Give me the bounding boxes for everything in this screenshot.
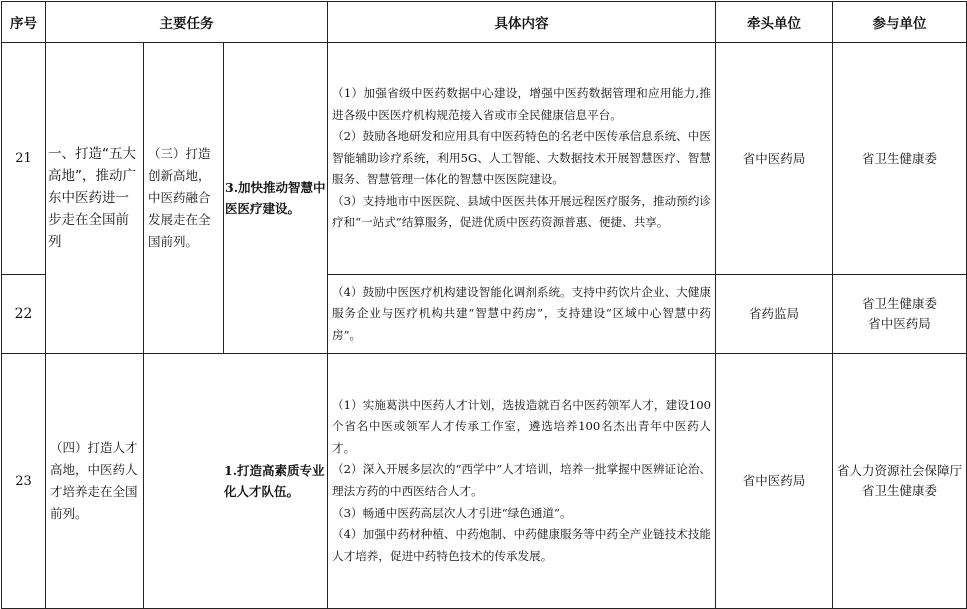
participate-unit-cell [833,275,967,354]
lead-unit-cell: 省中医药局 [716,354,833,609]
content-cell [328,354,716,609]
row-number: 22 [2,275,46,354]
subtask-cell: （四）打造人才高地，中医药人才培养走在全国前列。 [46,354,144,609]
content-item: （4）加强中药材种植、中药炮制、中药健康服务等中药全产业链技术技能人才培养，促进中药特色技术的传承发展。 [332,527,712,563]
subtask-cell: （三）打造创新高地，中医药融合发展走在全国前列。 [144,43,224,354]
participate-unit-cell [833,43,967,275]
participate-unit: 省人力资源社会保障厅 [837,463,963,478]
header-no: 序号 [2,2,46,43]
content-item: （1）加强省级中医药数据中心建设，增强中医药数据管理和应用能力,推进各级中医医疗机构规范接入省或市全民健康信息平台。 [332,85,712,122]
content-cell [328,43,716,275]
task-cell: 1.打造高素质专业化人才队伍。 [144,354,328,609]
table-row [2,43,967,275]
participate-unit-cell [833,354,967,609]
participate-unit: 省卫生健康委 [862,296,938,311]
content-item: （2）鼓励各地研发和应用具有中医药特色的名老中医传承信息系统、中医智能辅助诊疗系统，利用5G、人工智能、大数据技术开展智慧医疗、智慧服务、智慧管理一体化的智慧中医医院建设。 [332,129,712,187]
row-number: 23 [2,354,46,609]
task-table [1,1,967,609]
participate-unit: 省中医药局 [868,316,931,331]
participate-unit: 省卫生健康委 [862,483,938,498]
header-lead: 牵头单位 [716,2,833,43]
content-item: （4）鼓励中医医疗机构建设智能化调剂系统。支持中药饮片企业、大健康服务企业与医疗机构共建“智慧中药房”，支持建设“区域中心智慧中药房”。 [332,284,712,342]
participate-unit: 省卫生健康委 [862,150,938,166]
header-row [2,2,967,43]
lead-unit-cell: 省药监局 [716,275,833,354]
task-cell: 3.加快推动智慧中医医疗建设。 [224,43,328,354]
content-item: （1）实施葛洪中医药人才计划，选拔造就百名中医药领军人才，建设100个省名中医或领军人才传承工作室，遴选培养100名杰出青年中医药人才。 [332,397,712,455]
table-row [2,354,967,609]
header-task: 主要任务 [46,2,328,43]
content-item: （2）深入开展多层次的“西学中”人才培训，培养一批掌握中医辨证论治、理法方药的中西医结合人才。 [332,462,712,498]
header-participate: 参与单位 [833,2,967,43]
header-content: 具体内容 [328,2,716,43]
content-item: （3）支持地市中医医院、县域中医医共体开展远程医疗服务，推动预约诊疗和“一站式”结算服务，促进优质中医药资源普惠、便捷、共享。 [332,193,712,230]
lead-unit-cell: 省中医药局 [716,43,833,275]
content-item: （3）畅通中医药高层次人才引进“绿色通道”。 [332,505,572,520]
content-cell [328,275,716,354]
row-number: 21 [2,43,46,275]
primary-task-cell: 一、打造“五大高地”，推动广东中医药进一步走在全国前列 [46,43,144,354]
